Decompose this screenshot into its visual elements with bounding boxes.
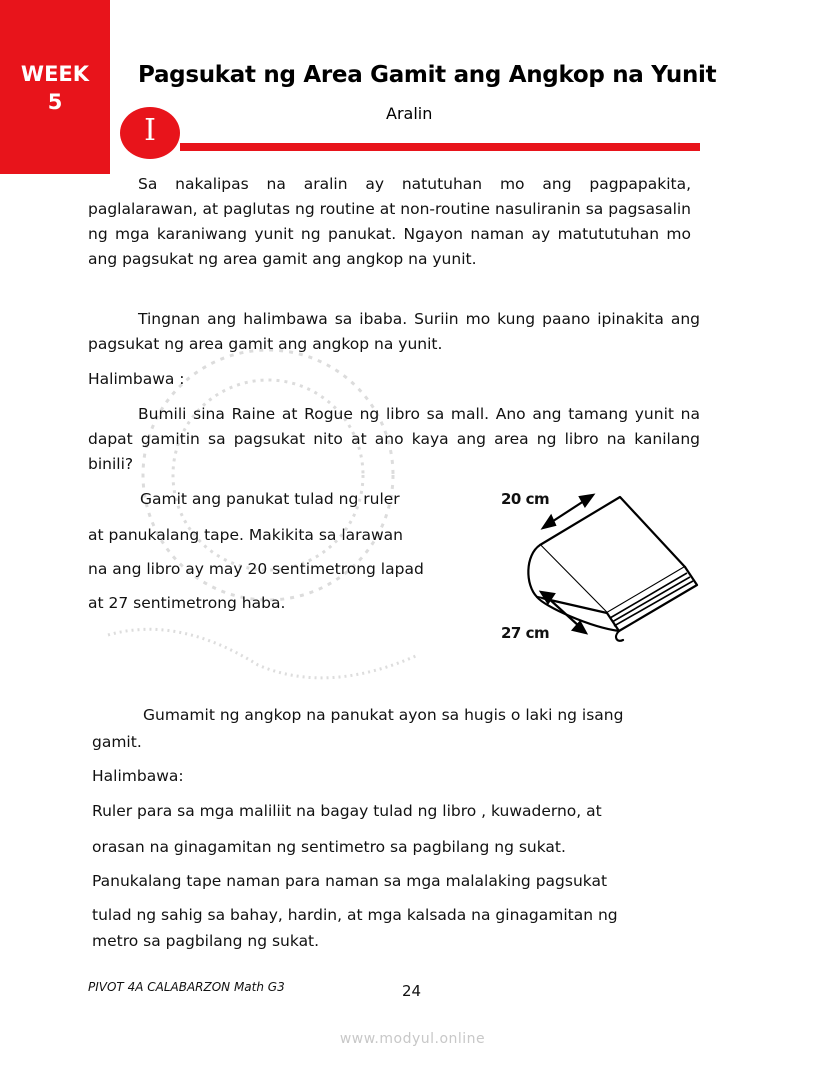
example-label: Halimbawa :: [88, 370, 185, 388]
page-title: Pagsukat ng Area Gamit ang Angkop na Yunit: [138, 62, 717, 88]
width-label: 20 cm: [501, 490, 550, 508]
explanation-line: at 27 sentimetrong haba.: [88, 594, 286, 612]
section-circle: [120, 107, 180, 159]
week-badge-text: [0, 60, 110, 116]
week-label: WEEK: [20, 62, 90, 86]
page-number: 24: [402, 982, 422, 1000]
footer-source: PIVOT 4A CALABARZON Math G3: [88, 980, 285, 994]
book-icon: [495, 485, 715, 645]
example-line: metro sa pagbilang ng sukat.: [92, 932, 320, 950]
example-line: Ruler para sa mga maliliit na bagay tulad ng libro , kuwaderno, at: [92, 802, 602, 820]
week-number: 5: [47, 90, 63, 114]
rule-line: Gumamit ng angkop na panukat ayon sa hugis o laki ng isang: [143, 706, 624, 724]
section-subtitle: Aralin: [386, 104, 433, 123]
example-line: Panukalang tape naman para naman sa mga malalaking pagsukat: [92, 872, 608, 890]
problem-paragraph: Bumili sina Raine at Rogue ng libro sa mall. Ano ang tamang yunit na dapat gamitin sa pagsukat nito at ano kaya ang area ng libro na kanilang binili?: [88, 405, 700, 473]
stamp-watermark-icon: [88, 335, 448, 695]
week-badge: [0, 0, 110, 174]
example-label: Halimbawa:: [92, 767, 184, 785]
explanation-line: na ang libro ay may 20 sentimetrong lapad: [88, 560, 424, 578]
intro-paragraph: Sa nakalipas na aralin ay natutuhan mo ang pagpapakita, paglalarawan, at paglutas ng routine at non-routine nasuliranin sa pagsasalin ng mga karaniwang yunit ng panukat. Ngayon naman ay matututuhan mo ang pagsukat ng area gamit ang angkop na yunit.: [88, 175, 691, 268]
watermark-url: www.modyul.online: [339, 1031, 486, 1047]
explanation-line: Gamit ang panukat tulad ng ruler: [140, 490, 400, 508]
section-letter: I: [144, 113, 156, 148]
rule-line: gamit.: [92, 733, 142, 751]
section-divider: [180, 143, 700, 151]
example-line: orasan na ginagamitan ng sentimetro sa pagbilang ng sukat.: [92, 838, 566, 856]
length-label: 27 cm: [501, 624, 550, 642]
explanation-line: at panukalang tape. Makikita sa larawan: [88, 526, 404, 544]
example-line: tulad ng sahig sa bahay, hardin, at mga kalsada na ginagamitan ng: [92, 906, 618, 924]
instruction-paragraph: Tingnan ang halimbawa sa ibaba. Suriin mo kung paano ipinakita ang pagsukat ng area gamit ang angkop na yunit.: [88, 310, 700, 353]
